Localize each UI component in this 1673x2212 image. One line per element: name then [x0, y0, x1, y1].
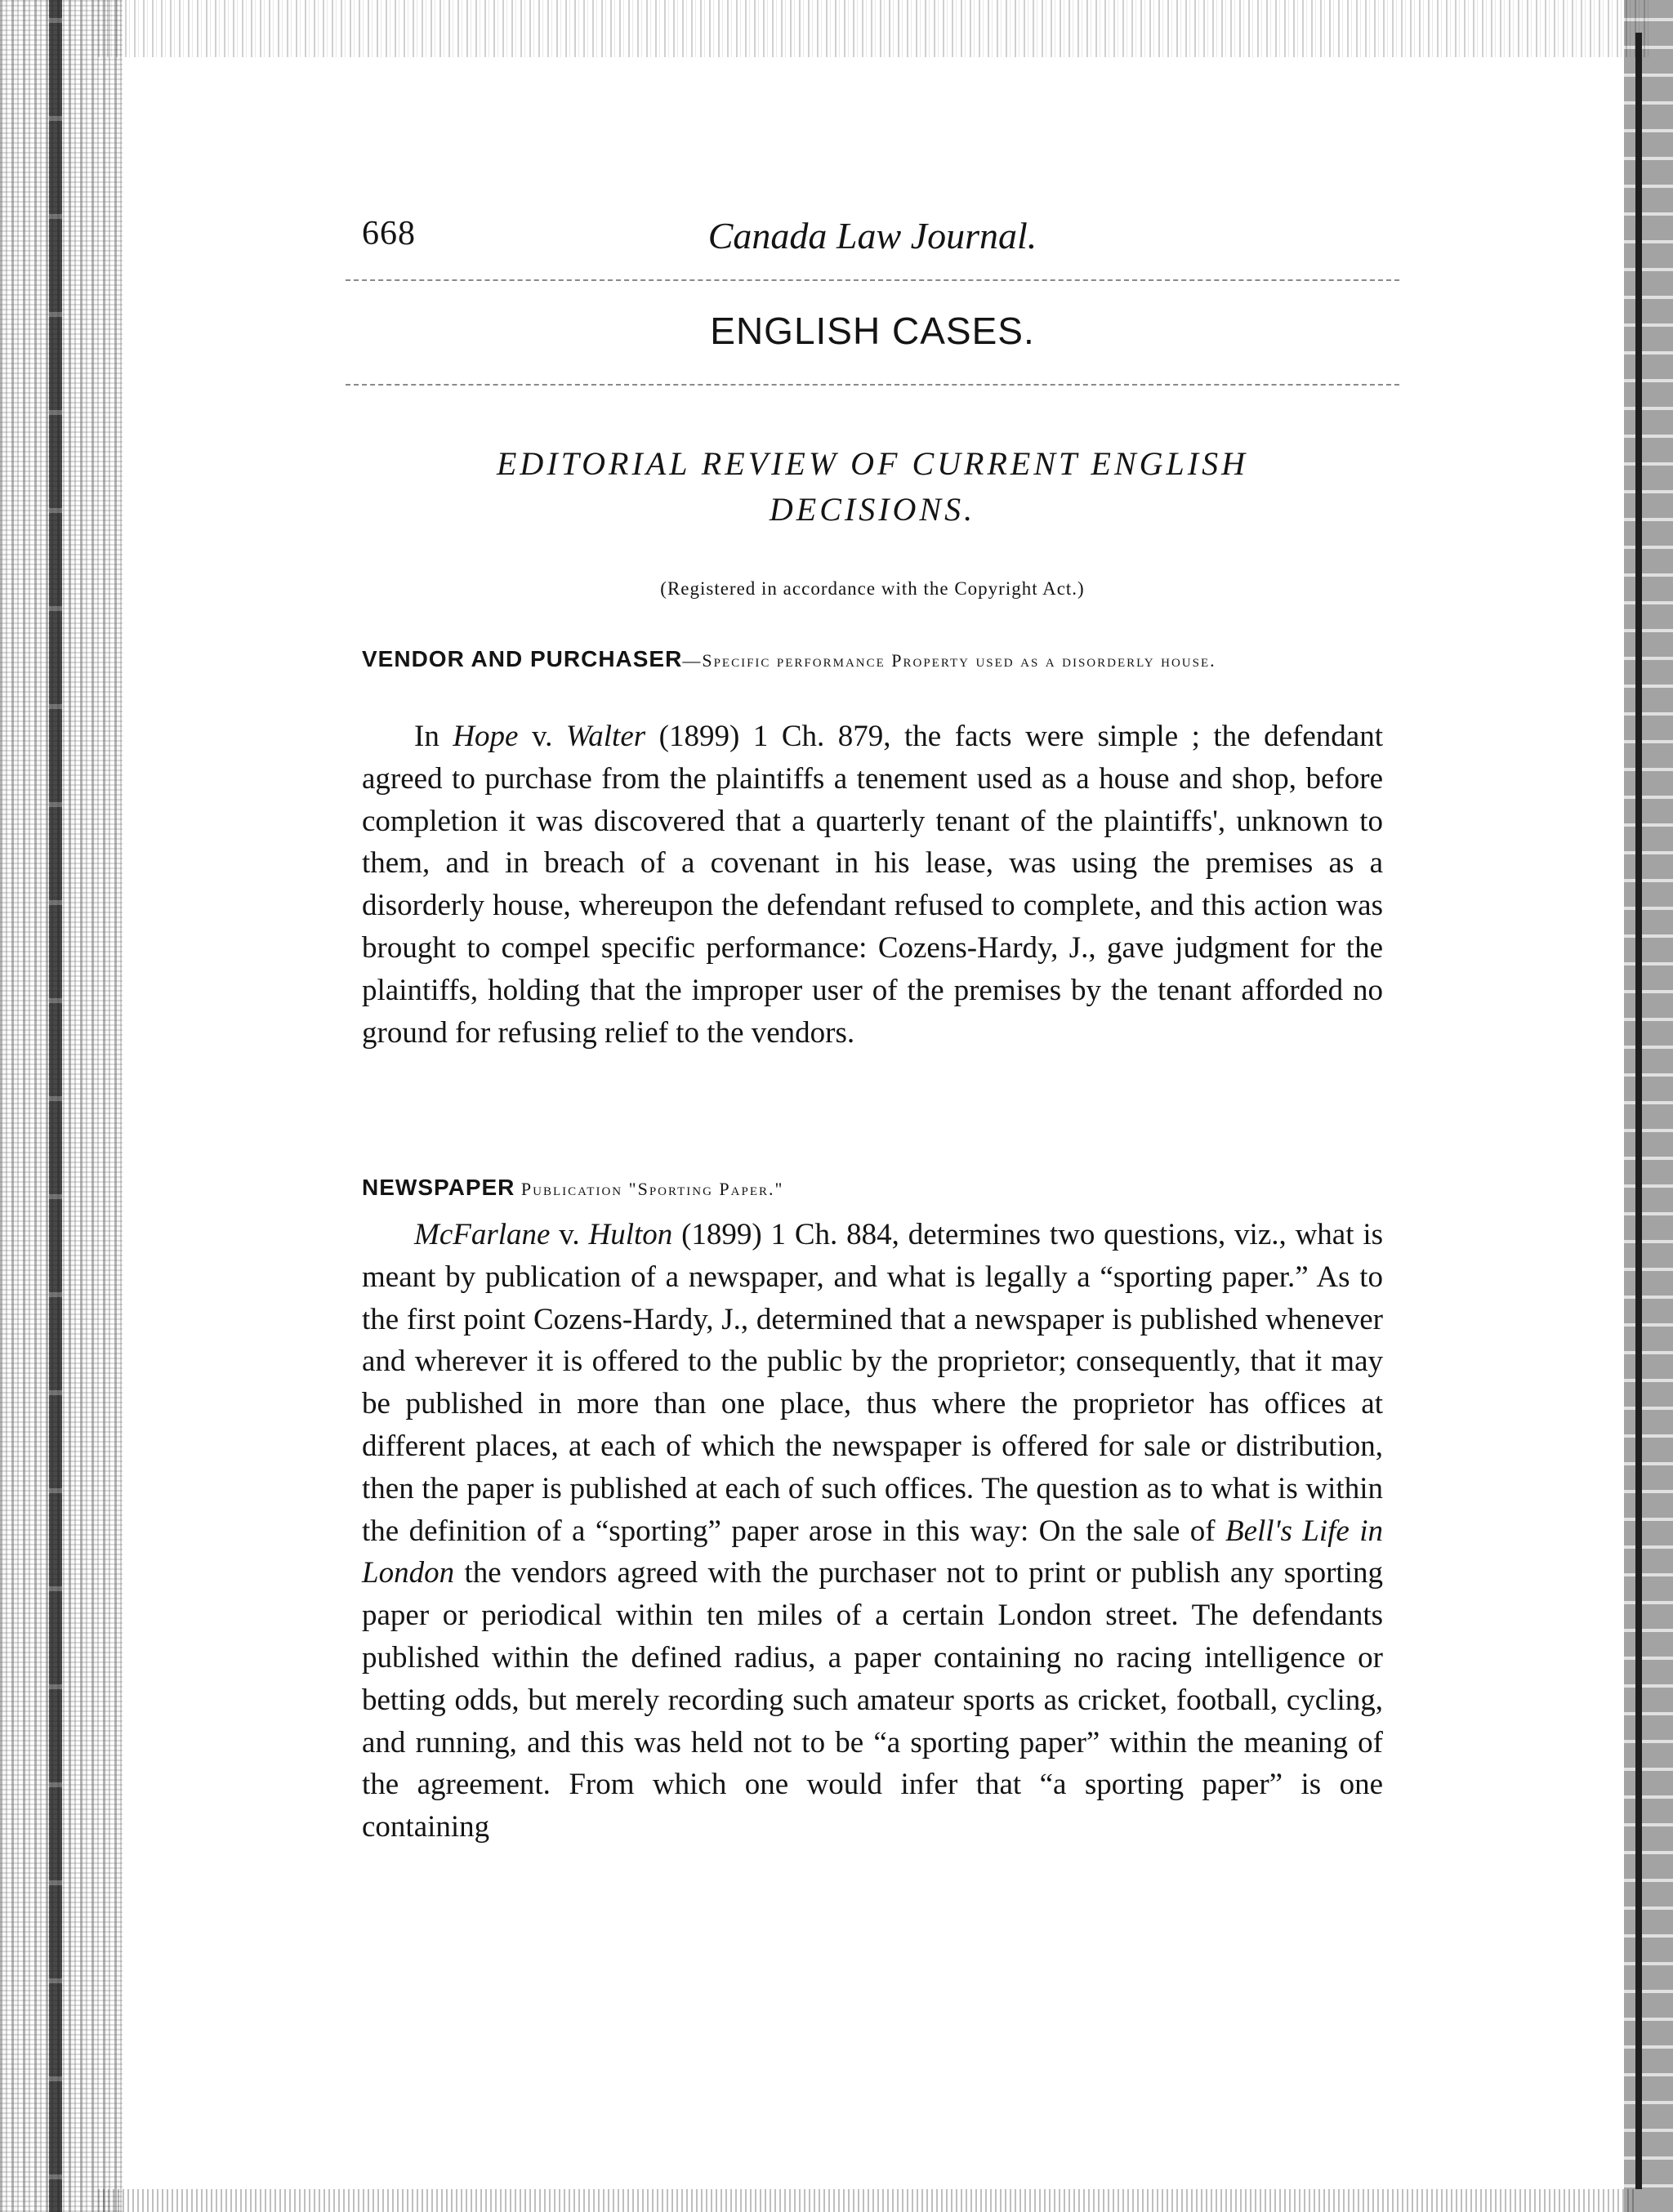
case-heading-newspaper: [362, 1174, 1383, 1203]
case-heading-lead: NEWSPAPER: [362, 1175, 515, 1200]
review-title: [362, 441, 1383, 533]
review-title-line-1: EDITORIAL REVIEW OF CURRENT ENGLISH: [497, 445, 1248, 482]
body-text: v.: [550, 1218, 589, 1251]
case-heading-sub: —Specific performance Property used as a disorderly house.: [682, 650, 1216, 671]
case-heading-sub: Publication "Sporting Paper.": [515, 1179, 784, 1199]
journal-title: Canada Law Journal.: [707, 215, 1037, 256]
case-heading-lead: VENDOR AND PURCHASER: [362, 646, 683, 671]
body-text: v.: [518, 720, 566, 753]
running-header: [362, 214, 1383, 263]
case-body-newspaper: [362, 1214, 1383, 1849]
header-rule: [346, 279, 1399, 281]
case-name-italic: Hope: [453, 720, 519, 753]
body-text: In: [414, 720, 453, 753]
section-title: ENGLISH CASES.: [710, 310, 1035, 352]
case-name-italic: McFarlane: [414, 1218, 551, 1251]
scan-edge-right-line: [1635, 33, 1642, 2189]
body-text: (1899) 1 Ch. 879, the facts were simple ; the defendant agreed to purchase from the plaintiffs a tenement used as a house and shop, before completion it was discovered that a quarterly tenant of the plaintiffs', unknown to them, and in breach of a covenant in his lease, was using the premises as a disorderly house, whereupon the defendant refused to complete, and this action was brought to compel specific performance: Cozens-Hardy, J., gave judgment for the plaintiffs, holding that the improper user of the premises by the tenant afforded no ground for refusing relief to the vendors.: [362, 720, 1383, 1050]
page-number: 668: [362, 215, 416, 252]
case-heading-vendor: [362, 645, 1383, 675]
scan-edge-right: [1624, 0, 1673, 2212]
section-rule: [346, 384, 1399, 386]
case-name-italic: Walter: [565, 720, 646, 753]
case-body-vendor: [362, 716, 1383, 1054]
review-title-line-2: DECISIONS.: [769, 491, 976, 528]
copyright-note: (Registered in accordance with the Copyright Act.): [660, 578, 1085, 599]
publication-title-italic: Bell's Life in London: [362, 1514, 1384, 1590]
body-text: the vendors agreed with the purchaser not to print or publish any sporting paper or periodical within ten miles of a certain London street. The defendants published within the defined radius, a paper containing no racing intelligence or betting odds, but merely recording such amateur sports as cricket, football, cycling, and running, and this was held not to be “a sporting paper” within the meaning of the agreement. From which one would infer that “a sporting paper” is one containing: [362, 1556, 1383, 1844]
journal-page: [362, 0, 1383, 2212]
body-text: (1899) 1 Ch. 884, determines two questions, viz., what is meant by publication of a newspaper, and what is legally a “sporting paper.” As to the first point Cozens-Hardy, J., determined that a newspaper is published whenever and wherever it is offered to the public by the proprietor; consequently, that it may be published in more than one place, thus where the proprietor has offices at different places, at each of which the newspaper is offered for sale or distribution, then the paper is published at each of such offices. The question as to what is within the definition of a “sporting” paper arose in this way: On the sale of: [362, 1218, 1383, 1548]
scan-binding-shadow: [49, 0, 62, 2212]
case-name-italic: Hulton: [588, 1218, 673, 1251]
